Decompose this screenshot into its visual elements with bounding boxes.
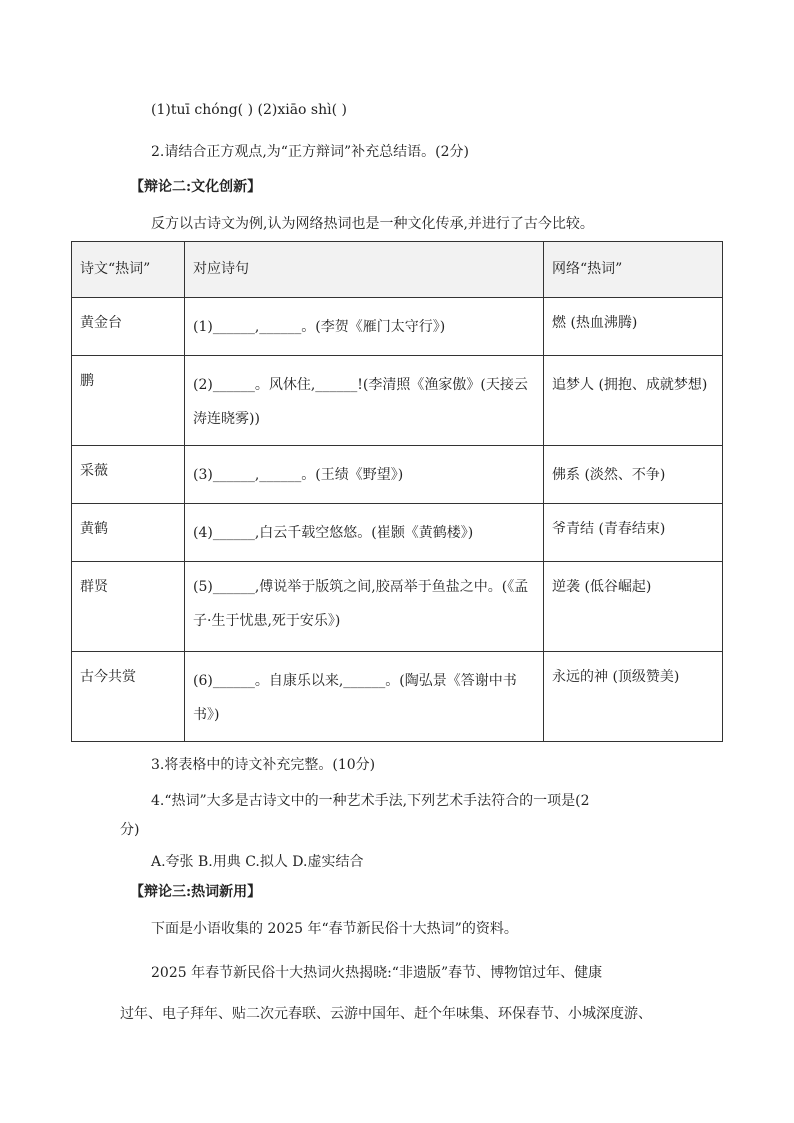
table-header-row [72,242,723,298]
term-cell: 鹏 [72,356,185,446]
web-term-cell: 逆袭 (低谷崛起) [544,562,723,652]
poem-table [71,241,723,742]
verse-cell: (4)______,白云千载空悠悠。(崔颢《黄鹤楼》) [185,504,544,562]
table-row [72,298,723,356]
table-row [72,652,723,742]
debate-3-intro: 下面是小语收集的 2025 年“春节新民俗十大热词”的资料。 [151,921,518,937]
term-cell: 黄金台 [72,298,185,356]
debate-3-title: 【辩论三:热词新用】 [130,884,262,900]
table-row [72,356,723,446]
term-cell: 采薇 [72,446,185,504]
web-term-cell: 永远的神 (顶级赞美) [544,652,723,742]
question-3: 3.将表格中的诗文补充完整。(10分) [151,757,376,773]
table-row [72,446,723,504]
web-term-cell: 爷青结 (青春结束) [544,504,723,562]
header-cell: 对应诗句 [185,242,544,298]
verse-cell: (2)______。风休住,______!(李清照《渔家傲》(天接云涛连晓雾)) [185,356,544,446]
header-cell: 网络“热词” [544,242,723,298]
web-term-cell: 佛系 (淡然、不争) [544,446,723,504]
verse-cell: (6)______。自康乐以来,______。(陶弘景《答谢中书书》) [185,652,544,742]
table-row [72,562,723,652]
paragraph-line-1: 2025 年春节新民俗十大热词火热揭晓:“非遗版”春节、博物馆过年、健康 [151,965,603,981]
question-4-line-2: 分) [120,822,140,838]
verse-cell: (1)______,______。(李贺《雁门太守行》) [185,298,544,356]
question-4-line-1: 4.“热词”大多是古诗文中的一种艺术手法,下列艺术手法符合的一项是(2 [151,793,590,809]
web-term-cell: 追梦人 (拥抱、成就梦想) [544,356,723,446]
header-cell: 诗文“热词” [72,242,185,298]
term-cell: 古今共赏 [72,652,185,742]
verse-cell: (5)______,傅说举于版筑之间,胶鬲举于鱼盐之中。(《孟子·生于忧患,死于安乐》) [185,562,544,652]
term-cell: 黄鹤 [72,504,185,562]
question-2: 2.请结合正方观点,为“正方辩词”补充总结语。(2分) [151,144,469,160]
web-term-cell: 燃 (热血沸腾) [544,298,723,356]
verse-cell: (3)______,______。(王绩《野望》) [185,446,544,504]
debate-2-title: 【辩论二:文化创新】 [130,179,262,195]
debate-2-intro: 反方以古诗文为例,认为网络热词也是一种文化传承,并进行了古今比较。 [151,216,594,232]
table-row [72,504,723,562]
term-cell: 群贤 [72,562,185,652]
question-4-options: A.夸张 B.用典 C.拟人 D.虚实结合 [151,854,364,870]
pinyin-line: (1)tuī chóng( ) (2)xiāo shì( ) [151,102,347,118]
paragraph-line-2: 过年、电子拜年、贴二次元春联、云游中国年、赶个年味集、环保春节、小城深度游、 [120,1006,652,1022]
